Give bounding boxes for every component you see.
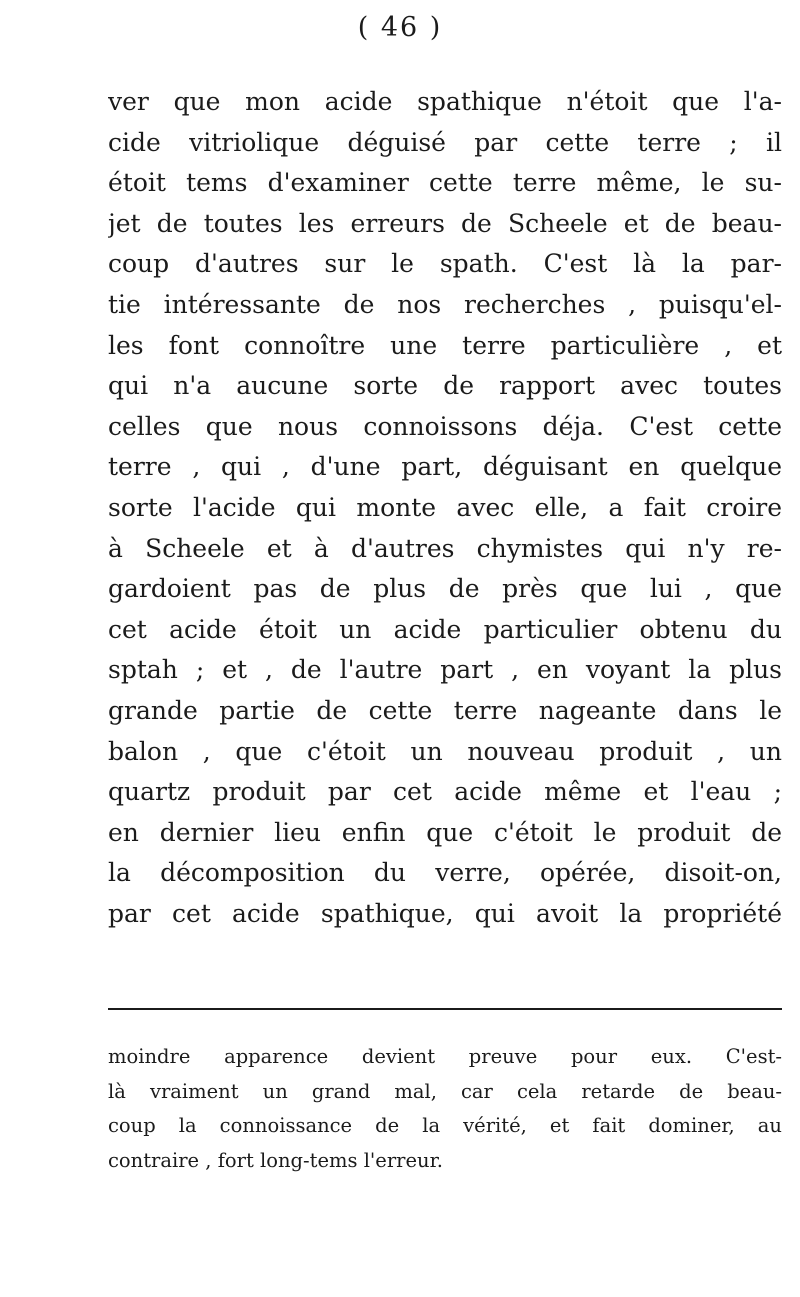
text-line: cet acide étoit un acide particulier obtenu du [108,614,782,644]
text-line: cide vitriolique déguisé par cette terre ; il [108,127,782,157]
text-line: les font connoître une terre particulière , et [108,330,782,360]
footnote-line: là vraiment un grand mal, car cela retarde de beau- [108,1079,782,1103]
main-text-block [108,82,782,934]
text-line: qui n'a aucune sorte de rapport avec toutes [108,371,782,401]
text-line: grande partie de cette terre nageante dans le [108,695,782,725]
text-line: quartz produit par cet acide même et l'eau ; [108,777,782,807]
text-line: en dernier lieu enfin que c'étoit le produit de [108,817,782,847]
footnote-line: coup la connoissance de la vérité, et fait dominer, au [108,1114,782,1138]
page-number: ( 46 ) [357,12,443,43]
text-line: sorte l'acide qui monte avec elle, a fait croire [108,492,782,522]
footnote-line: contraire , fort long-tems l'erreur. [108,1148,443,1172]
text-line: jet de toutes les erreurs de Scheele et de beau- [108,208,782,238]
footnote-line: moindre apparence devient preuve pour eux. C'est- [108,1045,782,1068]
text-line: par cet acide spathique, qui avoit la propriété [108,898,782,928]
text-line: étoit tems d'examiner cette terre même, le su- [108,168,782,198]
text-line: celles que nous connoissons déja. C'est cette [108,411,782,441]
footnote-divider [108,1008,782,1010]
footnote-block [108,1040,782,1178]
text-line: la décomposition du verre, opérée, disoit-on, [108,858,782,888]
text-line: gardoient pas de plus de près que lui , que [108,574,782,604]
text-line: balon , que c'étoit un nouveau produit , un [108,736,782,766]
text-line: coup d'autres sur le spath. C'est là la par- [108,249,782,279]
text-line: ver que mon acide spathique n'étoit que l'a- [108,87,782,116]
text-line: tie intéressante de nos recherches , puisqu'el- [108,289,782,319]
text-line: sptah ; et , de l'autre part , en voyant la plus [108,655,782,685]
text-line: terre , qui , d'une part, déguisant en quelque [108,452,782,482]
text-line: à Scheele et à d'autres chymistes qui n'y re- [108,533,782,563]
